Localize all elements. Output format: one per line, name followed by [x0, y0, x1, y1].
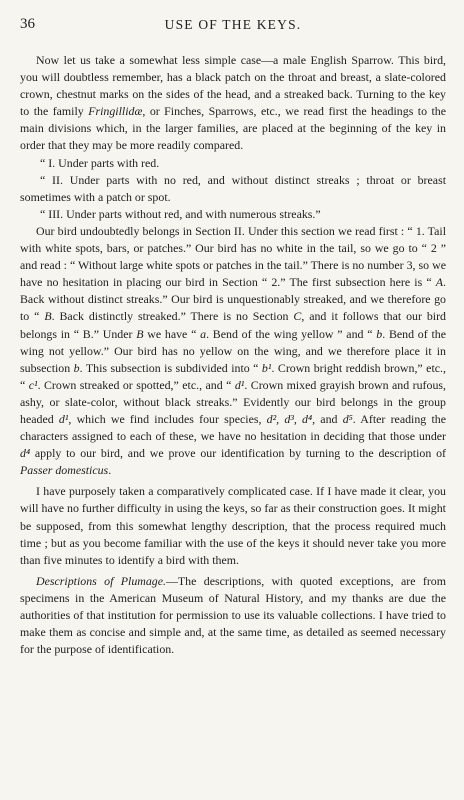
- key-heading-2: “ II. Under parts with no red, and without distinct streaks ; throat or breast sometimes with a patch or spot.: [20, 172, 446, 204]
- page-number: 36: [20, 16, 35, 32]
- paragraph-section-walkthrough: Our bird undoubtedly belongs in Section II. Under this section we read first : “ 1. Tail with white spots, bars, or patches.” Our bird has no white in the tail, so we go to “ 2 ” and read : “ Without large white spots or patches in the tail.” There is no number 3, so we have no hesitation in placing our bird in Section “ 2.” The first subsection here is “ A. Back without distinct streaks.” Our bird is unquestionably streaked, and we therefore go to “ B. Back distinctly streaked.” There is no Section C, and it follows that our bird belongs in “ B.” Under B we have “ a. Bend of the wing yellow ” and “ b. Bend of the wing not yellow.” Our bird has no yellow on the wing, and we therefore place it in subsection b. This subsection is subdivided into “ b¹. Crown bright reddish brown,” etc., “ c¹. Crown streaked or spotted,” etc., and “ d¹. Crown mixed grayish brown and rufous, ashy, or slate-color, without black streaks.” Evidently our bird belongs in the group headed d¹, which we find includes four species, d², d³, d⁴, and d⁵. After reading the characters assigned to each of these, we have no hesitation in deciding that those under d⁴ apply to our bird, and we prove our identification by turning to the description of Passer domesticus.: [20, 223, 446, 478]
- key-heading-3: “ III. Under parts without red, and with numerous streaks.”: [40, 206, 321, 221]
- key-heading-1: “ I. Under parts with red.: [40, 155, 160, 170]
- paragraph-complicated-case: I have purposely taken a comparatively complicated case. If I have made it clear, you will have no further difficulty in using the keys, so far as their construction goes. It might be supposed, from this somewhat lengthy description, that the process required much time ; but as you become familiar with the use of the keys it should never take you more than five minutes to identify a bird with them.: [20, 484, 446, 567]
- paragraph-descriptions-of-plumage: Descriptions of Plumage.—The descriptions, with quoted exceptions, are from specimens in the American Museum of Natural History, and my thanks are due the authorities of that institution for permission to use its valuable collections. I have tried to make them as concise and simple and, at the same time, as detailed as seemed necessary for the purpose of identification.: [20, 573, 446, 657]
- page-header: [20, 16, 446, 38]
- paragraph-sparrow-case: Now let us take a somewhat less simple case—a male English Sparrow. This bird, you will doubtless remember, has a black patch on the throat and breast, a slate-colored crown, chestnut marks on the sides of the head, and a streaked back. Turning to the key to the family Fringillidæ, or Finches, Sparrows, etc., we read first the headings to the main divisions which, in the larger families, are placed at the beginning of the key in order that they may be more readily compared.: [20, 53, 447, 153]
- body-text: [20, 52, 446, 658]
- running-head: USE OF THE KEYS.: [164, 17, 302, 32]
